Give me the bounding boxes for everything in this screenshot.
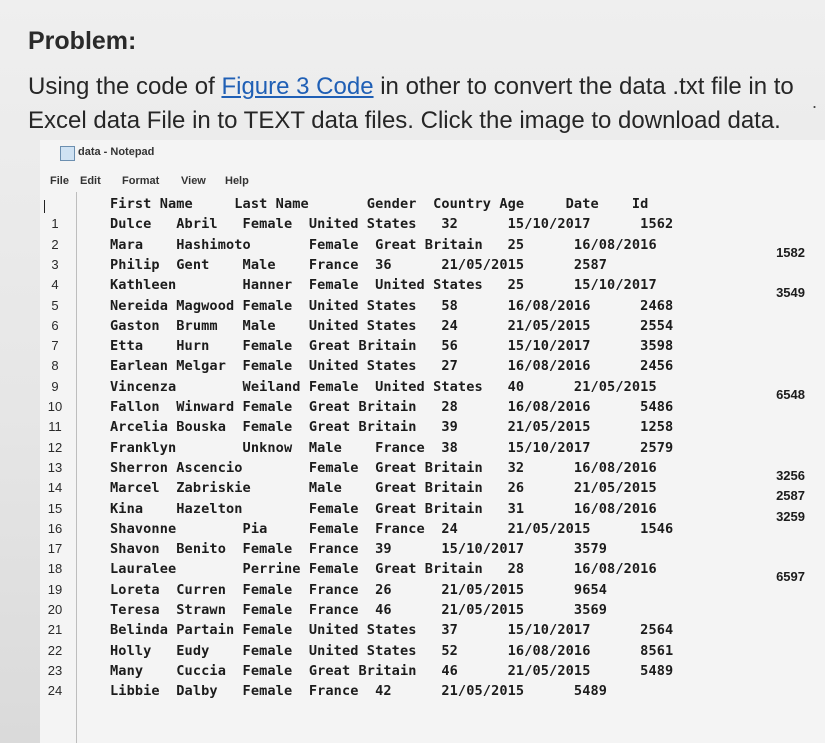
line-number: 11	[48, 419, 62, 435]
line-number: 1	[51, 216, 59, 232]
line-number: 2	[51, 236, 59, 252]
wrapped-id-value: 6548	[776, 386, 805, 402]
text-line: Nereida Magwood Female United States 58 16/08/2016 2468	[110, 297, 674, 314]
line-number: 5	[51, 297, 59, 313]
line-number: 17	[47, 541, 63, 557]
line-number: 20	[47, 602, 63, 617]
stray-dot: .	[812, 92, 818, 112]
line-number: 16	[47, 520, 63, 536]
wrapped-id-value: 6597	[776, 569, 805, 585]
notepad-titlebar	[40, 140, 825, 166]
menu-help[interactable]: Help	[225, 175, 249, 187]
notepad-icon	[60, 146, 75, 161]
text-line: Gaston Brumm Male United States 24 21/05/2015 2554	[110, 317, 674, 334]
text-line: Many Cuccia Female Great Britain 46 21/05/2015 5489	[110, 662, 674, 679]
figure-3-code-link[interactable]: Figure 3 Code	[221, 73, 374, 100]
text-line: Franklyn Unknow Male France 38 15/10/2017 2579	[110, 439, 674, 456]
line-number: 3	[51, 256, 59, 272]
text-line: Shavonne Pia Female France 24 21/05/2015 1546	[110, 520, 674, 537]
line-number: 15	[47, 500, 63, 516]
line-number: 4	[51, 277, 59, 293]
text-line: Etta Hurn Female Great Britain 56 15/10/2017 3598	[110, 338, 674, 355]
text-line: Mara Hashimoto Female Great Britain 25 16/08/2016	[110, 236, 657, 253]
line-number: 21	[47, 622, 63, 638]
text-line: Arcelia Bouska Female Great Britain 39 21/05/2015 1258	[110, 419, 674, 436]
line-number: 12	[47, 439, 63, 455]
line-number: 19	[47, 581, 63, 597]
line-number: 10	[47, 399, 63, 414]
problem-text-before-link: Using the code of	[28, 73, 222, 100]
line-number: 22	[47, 642, 63, 658]
menu-bar	[40, 170, 825, 190]
wrapped-id-value: 3549	[776, 285, 805, 301]
line-number: 14	[47, 480, 63, 496]
line-number: 6	[51, 317, 59, 333]
text-line: First Name Last Name Gender Country Age Date Id	[110, 196, 649, 212]
text-line: Kathleen Hanner Female United States 25 15/10/2017	[110, 277, 657, 294]
wrapped-id-value: 3256	[776, 467, 805, 483]
line-number: 24	[47, 683, 63, 699]
problem-description	[28, 70, 818, 138]
menu-view[interactable]: View	[181, 175, 206, 187]
text-line: Earlean Melgar Female United States 27 16/08/2016 2456	[110, 358, 674, 375]
text-line: Fallon Winward Female Great Britain 28 16/08/2016 5486	[110, 399, 674, 415]
problem-title: Problem:	[28, 27, 137, 55]
text-line: Belinda Partain Female United States 37 15/10/2017 2564	[110, 622, 674, 639]
line-number: 13	[47, 459, 63, 475]
notepad-window[interactable]	[40, 140, 825, 743]
text-line: Loreta Curren Female France 26 21/05/2015 9654	[110, 581, 608, 598]
text-line: Philip Gent Male France 36 21/05/2015 2587	[110, 256, 608, 273]
window-title: data - Notepad	[78, 146, 155, 158]
menu-file[interactable]: File	[50, 175, 69, 187]
line-number: 23	[47, 662, 63, 678]
wrapped-id-value: 3259	[776, 508, 805, 524]
problem-text-after-link: in other to convert the data .txt file in to Excel data File in to TEXT data files. Click the image to download data.	[28, 73, 794, 134]
text-line: Libbie Dalby Female France 42 21/05/2015 5489	[110, 683, 608, 700]
text-line: Holly Eudy Female United States 52 16/08/2016 8561	[110, 642, 674, 659]
menu-format[interactable]: Format	[122, 175, 160, 187]
text-cursor	[44, 200, 45, 213]
text-line: Lauralee Perrine Female Great Britain 28 16/08/2016	[110, 561, 657, 578]
wrapped-id-value: 1582	[776, 244, 805, 260]
text-line: Shavon Benito Female France 39 15/10/2017 3579	[110, 541, 608, 558]
text-line: Sherron Ascencio Female Great Britain 32 16/08/2016	[110, 459, 657, 476]
text-line: Kina Hazelton Female Great Britain 31 16/08/2016	[110, 500, 657, 517]
text-editor-area[interactable]	[40, 192, 825, 743]
line-number: 9	[51, 378, 59, 394]
text-line: Teresa Strawn Female France 46 21/05/2015 3569	[110, 602, 608, 618]
menu-edit[interactable]: Edit	[80, 175, 101, 187]
line-number: 7	[51, 338, 59, 354]
text-line: Dulce Abril Female United States 32 15/10/2017 1562	[110, 216, 674, 233]
wrapped-id-value: 2587	[776, 488, 805, 504]
line-number: 18	[47, 561, 63, 577]
line-number: 8	[51, 358, 59, 374]
text-line: Vincenza Weiland Female United States 40 21/05/2015	[110, 378, 657, 395]
text-line: Marcel Zabriskie Male Great Britain 26 21/05/2015	[110, 480, 657, 497]
